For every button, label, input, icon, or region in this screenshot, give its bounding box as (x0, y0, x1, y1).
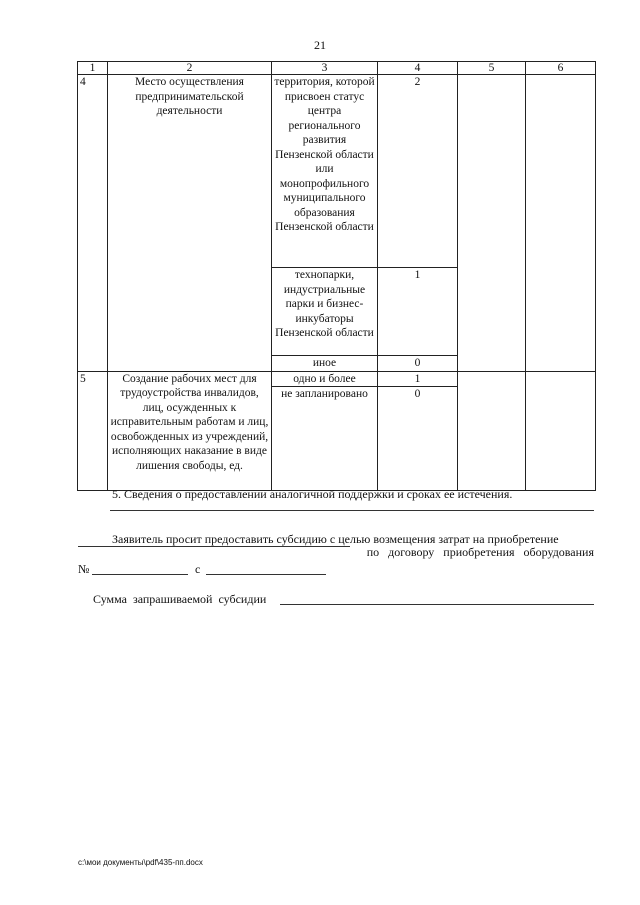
header-cell: 6 (526, 62, 596, 75)
header-cell: 2 (108, 62, 272, 75)
option-cell: не запланировано (272, 387, 378, 491)
header-cell: 4 (378, 62, 458, 75)
score-cell: 2 (378, 75, 458, 268)
empty-cell (458, 371, 526, 491)
table-row (78, 371, 596, 387)
section-5-text: 5. Сведения о предоставлении аналогичной поддержки и сроках ее истечения. (112, 487, 513, 501)
table-row (78, 75, 596, 268)
option-cell: иное (272, 356, 378, 372)
option-cell: территория, которой присвоен статус центра регионального развития Пензенской области или монопрофильного муниципального образования Пензенской области (272, 75, 378, 268)
option-cell: одно и более (272, 371, 378, 387)
score-cell: 0 (378, 387, 458, 491)
equipment-blank-line[interactable] (78, 546, 350, 547)
empty-cell (526, 75, 596, 372)
request-line-2: по договору приобретения оборудования (366, 545, 594, 559)
empty-cell (526, 371, 596, 491)
header-cell: 3 (272, 62, 378, 75)
contract-date-label: с (195, 562, 201, 576)
criteria-table (77, 61, 596, 491)
file-path-footer: c:\мои документы\pdf\435-пп.docx (78, 858, 203, 867)
subsidy-amount-blank[interactable] (280, 604, 594, 605)
criterion-cell: Создание рабочих мест для трудоустройства инвалидов, лиц, осужденных к исправительным работам и лиц, освобожденных из учреждений, исполняющих наказание в виде лишения свободы, ед. (108, 371, 272, 491)
contract-number-blank[interactable] (92, 574, 188, 575)
table-header-row (78, 62, 596, 75)
option-cell: технопарки, индустриальные парки и бизнес-инкубаторы Пензенской области (272, 268, 378, 356)
page-number: 21 (314, 38, 326, 52)
row-number: 4 (78, 75, 108, 372)
header-cell: 5 (458, 62, 526, 75)
subsidy-amount-label: Сумма запрашиваемой субсидии (93, 592, 267, 606)
score-cell: 1 (378, 371, 458, 387)
score-cell: 0 (378, 356, 458, 372)
score-cell: 1 (378, 268, 458, 356)
contract-date-blank[interactable] (206, 574, 326, 575)
contract-number-label: № (78, 562, 90, 576)
empty-cell (458, 75, 526, 372)
row-number: 5 (78, 371, 108, 491)
request-line-1: Заявитель просит предоставить субсидию с целью возмещения затрат на приобретение (112, 532, 559, 546)
blank-line[interactable] (110, 510, 594, 511)
header-cell: 1 (78, 62, 108, 75)
criterion-cell: Место осуществления предпринимательской деятельности (108, 75, 272, 372)
